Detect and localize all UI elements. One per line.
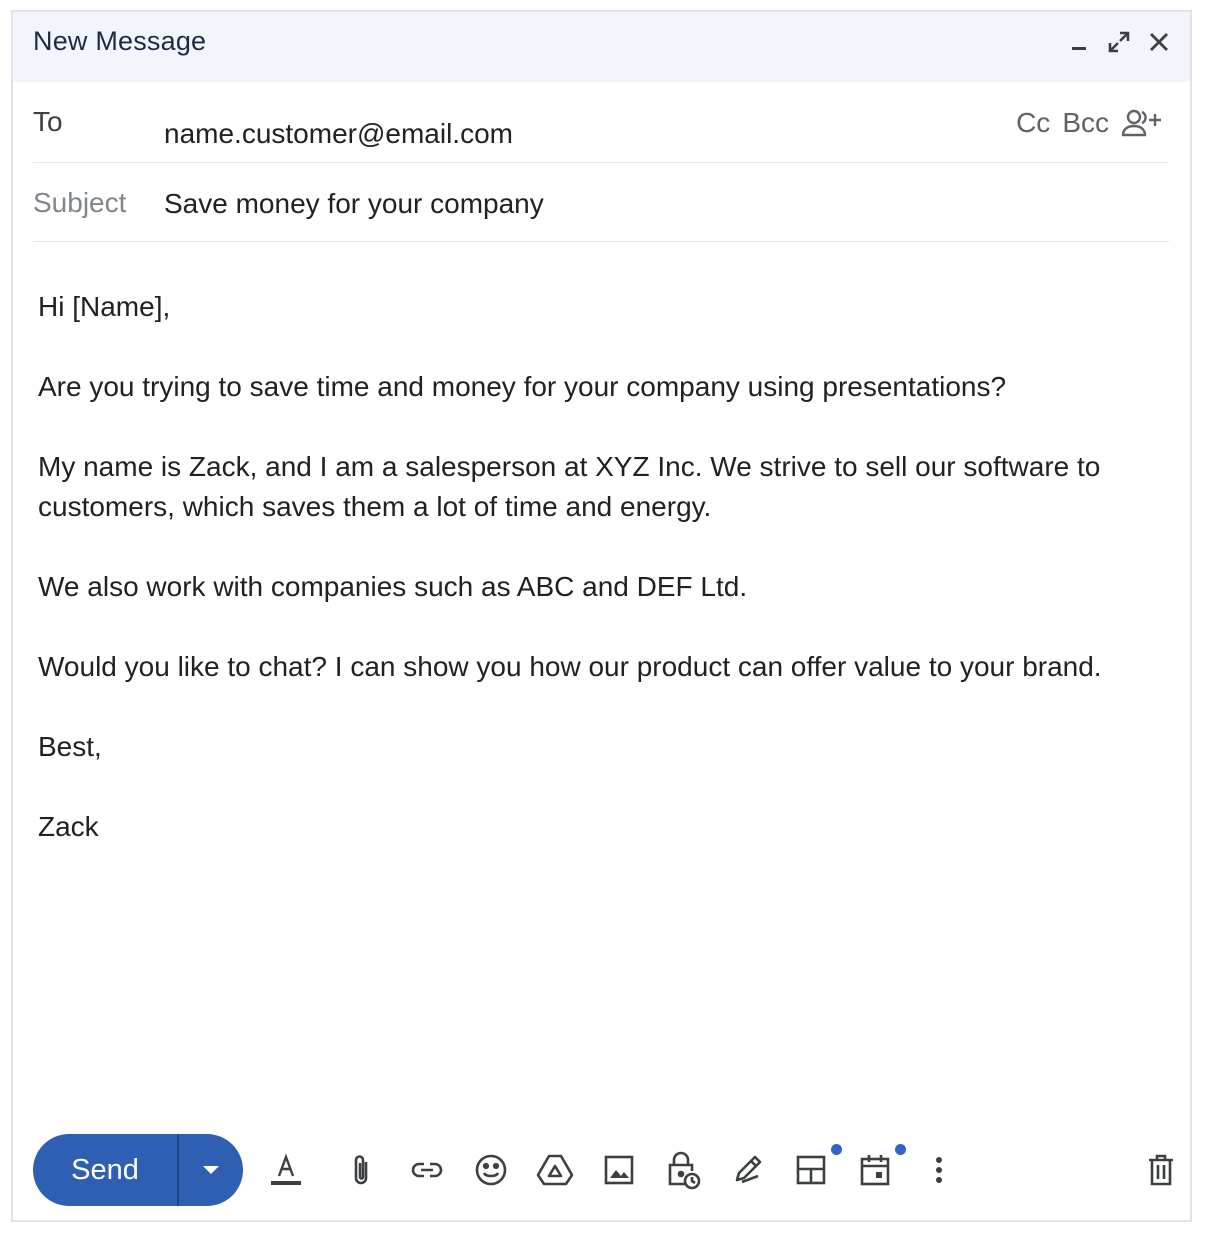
body-paragraph: Are you trying to save time and money for your company using presentations? [38, 371, 1007, 402]
signature-icon[interactable] [725, 1148, 769, 1192]
link-icon[interactable] [405, 1148, 449, 1192]
send-options-button[interactable] [179, 1134, 243, 1206]
more-options-icon[interactable] [917, 1148, 961, 1192]
compose-titlebar[interactable] [13, 12, 1190, 82]
body-closing: Best, [38, 731, 102, 762]
bcc-button[interactable]: Bcc [1062, 107, 1109, 138]
close-icon[interactable] [1146, 28, 1172, 56]
subject-label: Subject [33, 187, 127, 218]
minimize-icon[interactable] [1066, 28, 1092, 56]
compose-toolbar [33, 1134, 1173, 1206]
layouts-icon[interactable] [789, 1148, 833, 1192]
window-controls [1066, 28, 1172, 56]
attach-icon[interactable] [339, 1148, 383, 1192]
send-button[interactable]: Send [71, 1153, 139, 1186]
cc-bcc-controls [1016, 107, 1161, 139]
send-group [33, 1134, 243, 1206]
to-label: To [33, 106, 63, 137]
schedule-notification-dot [895, 1144, 906, 1155]
cc-button[interactable]: Cc [1016, 107, 1051, 138]
photo-icon[interactable] [597, 1148, 641, 1192]
add-person-icon[interactable] [1121, 108, 1161, 138]
message-body[interactable] [38, 287, 1118, 887]
delete-icon[interactable] [1139, 1148, 1183, 1192]
compose-window [11, 10, 1192, 1222]
body-paragraph: My name is Zack, and I am a salesperson at XYZ Inc. We strive to sell our software to customers, which saves them a lot of time and energy. [38, 451, 1101, 522]
expand-icon[interactable] [1106, 28, 1132, 56]
body-paragraph: We also work with companies such as ABC and DEF Ltd. [38, 571, 748, 602]
subject-row [33, 163, 1169, 242]
to-row [33, 92, 1169, 163]
body-greeting: Hi [Name], [38, 291, 171, 322]
drive-icon[interactable] [533, 1148, 577, 1192]
caret-down-icon [201, 1164, 221, 1176]
emoji-icon[interactable] [469, 1148, 513, 1192]
subject-field[interactable]: Save money for your company [164, 188, 544, 219]
confidential-icon[interactable] [661, 1148, 705, 1192]
to-field[interactable]: name.customer@email.com [164, 118, 513, 149]
body-signature: Zack [38, 811, 99, 842]
compose-title: New Message [33, 26, 207, 56]
schedule-icon[interactable] [853, 1148, 897, 1192]
body-paragraph: Would you like to chat? I can show you how our product can offer value to your brand. [38, 651, 1102, 682]
formatting-icon[interactable] [264, 1148, 308, 1192]
layouts-notification-dot [831, 1144, 842, 1155]
